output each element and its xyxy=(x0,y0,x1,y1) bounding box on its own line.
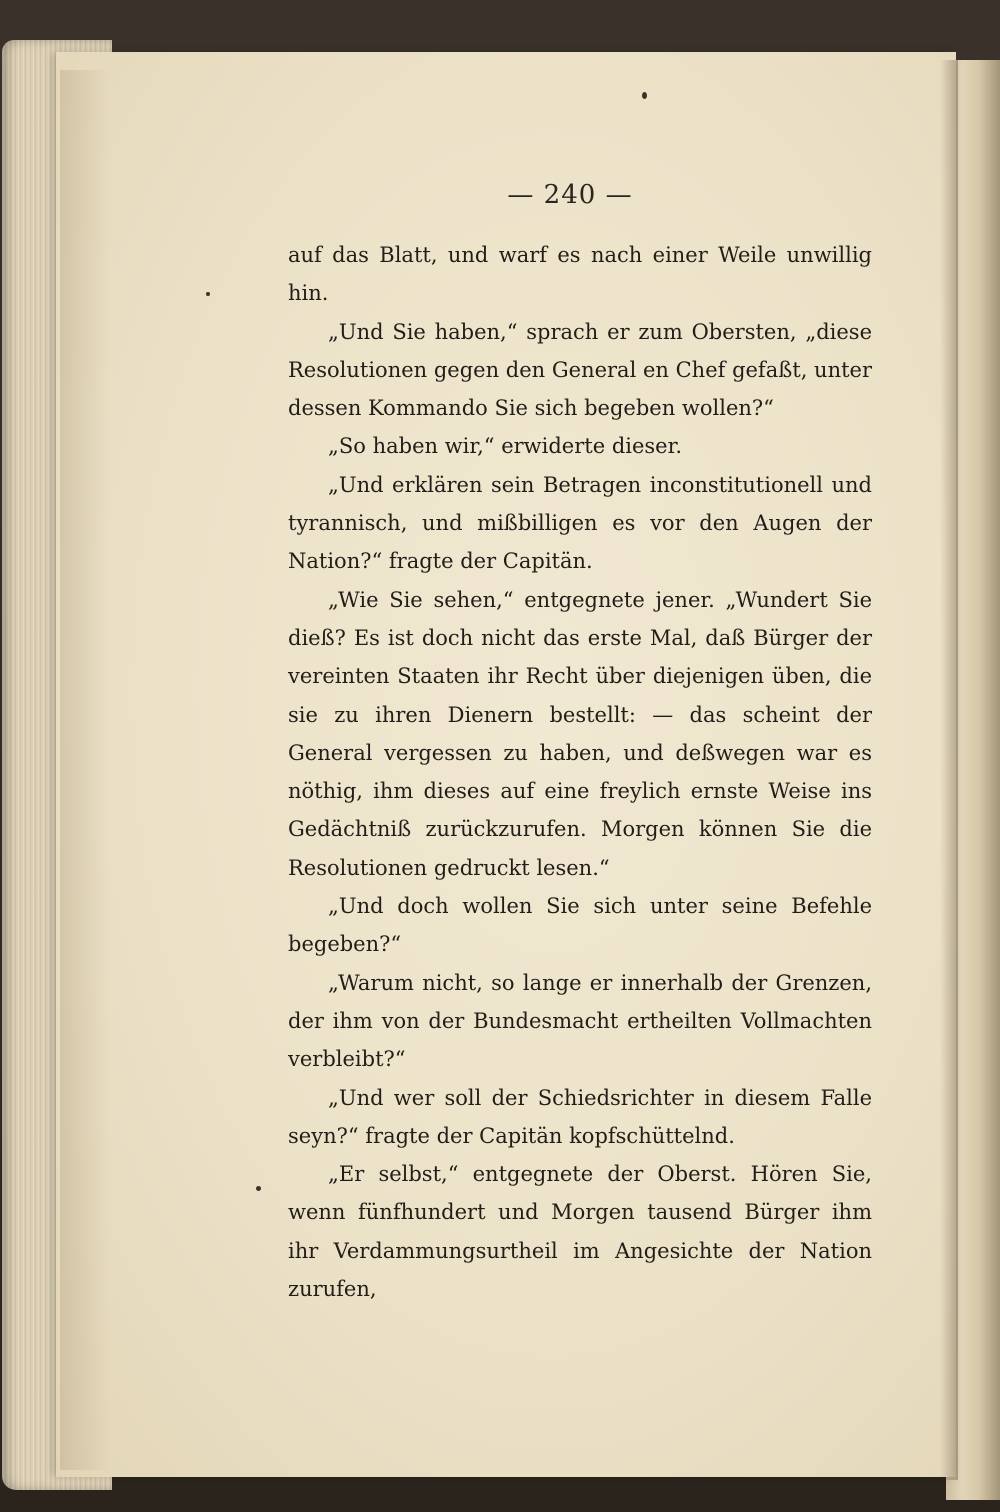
body-text xyxy=(288,236,872,1308)
ink-speck xyxy=(642,92,647,99)
ink-speck xyxy=(256,1186,261,1191)
paragraph: „Und doch wollen Sie sich unter seine Befehle begeben?“ xyxy=(288,894,872,957)
paragraph: „Wie Sie sehen,“ entgegnete jener. „Wundert Sie dieß? Es ist doch nicht das erste Mal, daß Bürger der vereinten Staaten ihr Recht über diejenigen üben, die sie zu ihren Dienern bestellt: — das scheint der General vergessen zu haben, und deßwegen war es nöthig, ihm dieses auf eine freylich ernste Weise ins Gedächtniß zurückzurufen. Morgen können Sie die Resolutionen gedruckt lesen.“ xyxy=(288,587,872,880)
ink-speck xyxy=(206,292,210,296)
paragraph: „Und erklären sein Betragen inconstitutionell und tyrannisch, und mißbilligen es vor den Augen der Nation?“ fragte der Capitän. xyxy=(288,472,872,574)
paragraph: „Warum nicht, so lange er innerhalb der Grenzen, der ihm von der Bundesmacht ertheilten Vollmachten verbleibt?“ xyxy=(288,970,872,1072)
paragraph: „Und wer soll der Schiedsrichter in diesem Falle seyn?“ fragte der Capitän kopfschüttelnd. xyxy=(288,1085,872,1148)
paragraph: „So haben wir,“ erwiderte dieser. xyxy=(328,434,683,459)
paragraph: „Er selbst,“ entgegnete der Oberst. Hören Sie, wenn fünfhundert und Morgen tausend Bürger ihm ihr Verdammungsurtheil im Angesichte der Nation zurufen, xyxy=(288,1162,872,1302)
paragraph: auf das Blatt, und warf es nach einer Weile unwillig hin. xyxy=(288,243,872,306)
paragraph: „Und Sie haben,“ sprach er zum Obersten, „diese Resolutionen gegen den General en Chef gefaßt, unter dessen Kommando Sie sich begeben wollen?“ xyxy=(288,319,873,421)
page-number: — 240 — xyxy=(507,180,633,210)
page-gutter-shadow xyxy=(60,70,110,1470)
spine-shadow xyxy=(940,60,958,1480)
